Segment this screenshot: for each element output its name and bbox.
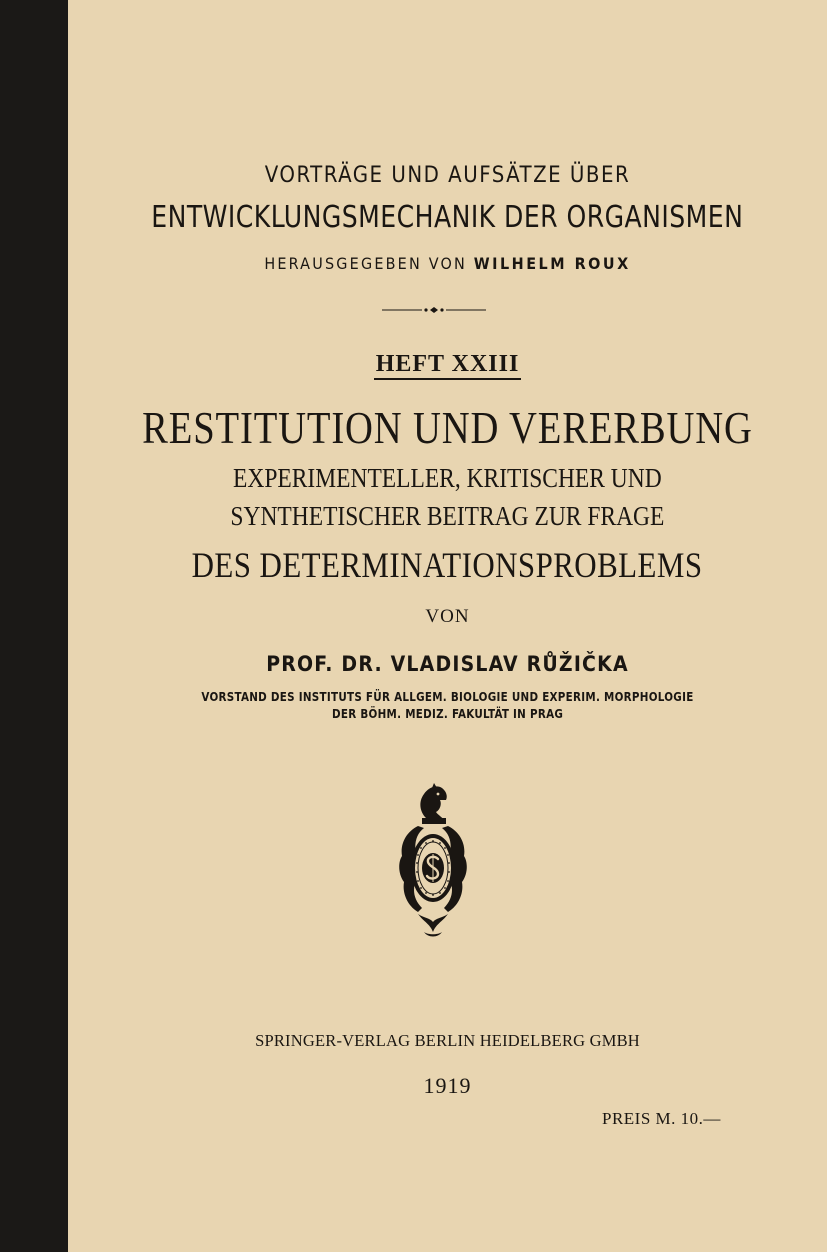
editor-name: WILHELM ROUX <box>473 254 631 273</box>
affiliation-1: VORSTAND DES INSTITUTS FÜR ALLGEM. BIOLOGIE UND EXPERIM. MORPHOLOGIE <box>201 689 694 704</box>
subtitle-line-1 <box>68 463 827 494</box>
by-label: VON <box>425 606 470 627</box>
subtitle-2: SYNTHETISCHER BEITRAG ZUR FRAGE <box>230 501 665 531</box>
editor-prefix: HERAUSGEGEBEN VON <box>264 254 467 273</box>
book-spine <box>0 0 68 1252</box>
affiliation-line-1 <box>68 689 827 704</box>
subtitle-line-3 <box>68 544 827 586</box>
affiliation-2: DER BÖHM. MEDIZ. FAKULTÄT IN PRAG <box>331 706 564 721</box>
book-title: RESTITUTION UND VERERBUNG <box>142 402 753 453</box>
publication-year: 1919 <box>423 1073 472 1098</box>
series-line-2 <box>68 200 827 235</box>
series-line-1: VORTRÄGE UND AUFSÄTZE ÜBER <box>264 163 631 188</box>
affiliation-line-2 <box>68 706 827 721</box>
editor-line <box>68 254 827 273</box>
subtitle-3: DES DETERMINATIONSPROBLEMS <box>192 545 703 585</box>
price-label: PREIS M. 10.— <box>602 1109 721 1128</box>
series-title: ENTWICKLUNGSMECHANIK DER ORGANISMEN <box>151 200 744 235</box>
book-title-line <box>68 401 827 454</box>
springer-knight-logo-icon <box>388 782 478 942</box>
cover-page <box>68 0 827 1252</box>
issue-number: HEFT XXIII <box>374 350 522 380</box>
issue-line <box>68 350 827 380</box>
publisher-line: SPRINGER-VERLAG BERLIN HEIDELBERG GMBH <box>255 1031 640 1050</box>
subtitle-1: EXPERIMENTELLER, KRITISCHER UND <box>233 463 662 493</box>
author-name: PROF. DR. VLADISLAV RŮŽIČKA <box>266 652 629 676</box>
ornament-divider-icon <box>382 303 486 317</box>
subtitle-line-2 <box>68 501 827 532</box>
